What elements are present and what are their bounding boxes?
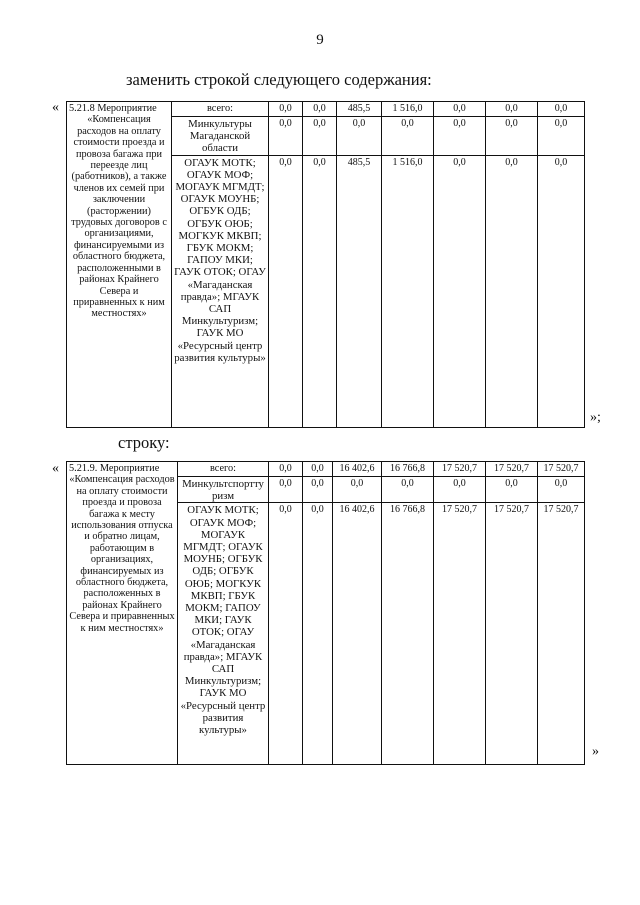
open-quote-2: « [52,461,59,476]
row-label-total: всего: [178,462,269,477]
value-cell: 17 520,7 [434,503,486,765]
value-cell: 0,0 [269,155,303,427]
row-label-institutions: ОГАУК МОТК; ОГАУК МОФ; МОГАУК МГМДТ; ОГАУК МОУНБ; ОГБУК ОДБ; ОГБУК ОЮБ; МОГКУК МКВП; ГБУК МОКМ; ГАПОУ МКИ; ГАУК ОТОК; ОГАУ «Магаданская правда»; МГАУК САП Минкультуризм; ГАУК МО «Ресурсный центр развития культуры» [178,503,269,765]
value-cell: 16 402,6 [333,503,382,765]
value-cell: 17 520,7 [538,462,585,477]
close-quote-1: »; [590,410,601,425]
value-cell: 17 520,7 [486,462,538,477]
value-cell: 0,0 [382,477,434,503]
value-cell: 0,0 [382,117,434,156]
value-cell: 0,0 [434,117,486,156]
value-cell: 17 520,7 [434,462,486,477]
value-cell: 0,0 [303,155,337,427]
value-cell: 0,0 [269,503,303,765]
value-cell: 485,5 [337,102,382,117]
value-cell: 1 516,0 [382,102,434,117]
value-cell: 0,0 [486,155,538,427]
measure-code: 5.21.8 Мероприятие [69,103,157,114]
value-cell: 0,0 [434,477,486,503]
row-instruction: строку: [118,433,170,452]
measure-code: 5.21.9. Мероприятие [69,463,160,474]
value-cell: 0,0 [269,462,303,477]
page-number: 9 [316,32,324,48]
measure-description-cell [67,462,178,765]
row-label-ministry: Минкультуры Магаданской области [172,117,269,156]
value-cell: 0,0 [269,117,303,156]
measure-description: «Компенсация расходов на оплату стоимости проезда и провоза багажа к месту использования отпуска и обратно лицам, работающим в организациях, финансируемых из областного бюджета, расположенных в районах Крайнего Севера и приравненных к ним местностях» [69,474,175,634]
value-cell: 0,0 [486,117,538,156]
value-cell: 0,0 [538,155,585,427]
value-cell: 0,0 [303,102,337,117]
value-cell: 0,0 [486,477,538,503]
value-cell: 485,5 [337,155,382,427]
measure-description-cell [67,102,172,428]
value-cell: 0,0 [434,102,486,117]
open-quote-1: « [52,100,59,115]
value-cell: 1 516,0 [382,155,434,427]
value-cell: 0,0 [269,477,303,503]
value-cell: 0,0 [538,102,585,117]
row-label-institutions: ОГАУК МОТК; ОГАУК МОФ; МОГАУК МГМДТ; ОГАУК МОУНБ; ОГБУК ОДБ; ОГБУК ОЮБ; МОГКУК МКВП; ГБУК МОКМ; ГАПОУ МКИ; ГАУК ОТОК; ОГАУ «Магаданская правда»; МГАУК САП Минкультуризм; ГАУК МО «Ресурсный центр развития культуры» [172,155,269,427]
value-cell: 0,0 [337,117,382,156]
close-quote-2: » [592,744,599,759]
value-cell: 0,0 [303,503,333,765]
value-cell: 17 520,7 [538,503,585,765]
measure-description: «Компенсация расходов на оплату стоимости проезда и провоза багажа при переезде лиц (работников), а также членов их семей при заключении (расторжении) трудовых договоров с организациями, финансируемыми из областного бюджета, расположенными в районах Крайнего Севера и приравненных к ним местностях» [71,114,167,320]
value-cell: 0,0 [333,477,382,503]
value-cell: 16 402,6 [333,462,382,477]
value-cell: 0,0 [538,477,585,503]
value-cell: 0,0 [303,117,337,156]
replace-instruction: заменить строкой следующего содержания: [126,70,432,89]
value-cell: 17 520,7 [486,503,538,765]
value-cell: 0,0 [434,155,486,427]
value-cell: 0,0 [486,102,538,117]
value-cell: 0,0 [303,462,333,477]
value-cell: 16 766,8 [382,503,434,765]
value-cell: 0,0 [303,477,333,503]
value-cell: 0,0 [538,117,585,156]
table-measure-5-21-8 [66,101,585,428]
row-label-total: всего: [172,102,269,117]
value-cell: 0,0 [269,102,303,117]
row-label-ministry: Минкультспортту ризм [178,477,269,503]
value-cell: 16 766,8 [382,462,434,477]
table-measure-5-21-9 [66,461,585,765]
